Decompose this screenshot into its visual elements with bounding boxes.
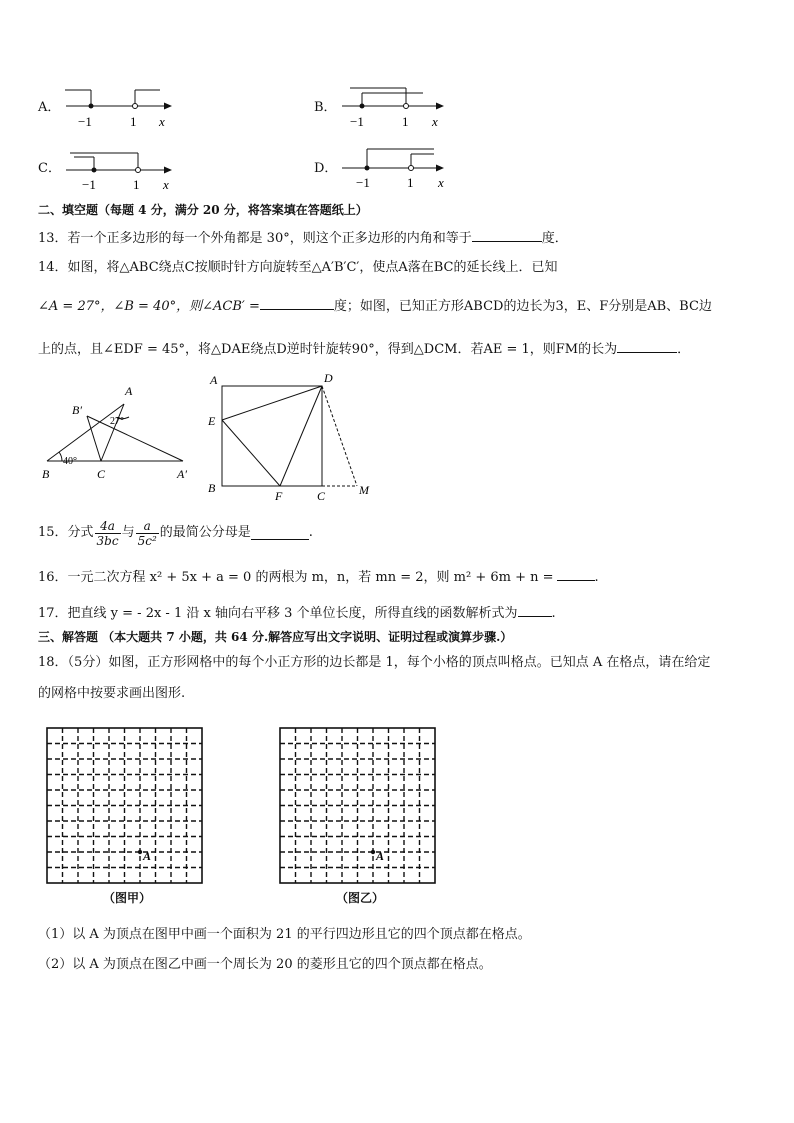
point-a <box>371 850 375 854</box>
q14-angles: ∠A = 27°，∠B = 40°，则∠ACB′ = <box>38 299 260 314</box>
label-angle-27: 27° <box>110 416 124 427</box>
q15-prefix: 15．分式 <box>38 525 94 540</box>
q15-end: . <box>308 525 313 540</box>
line-b-prime-a-prime <box>87 416 183 461</box>
q14-line3-end: ． <box>677 342 691 357</box>
q16-text: 16．一元二次方程 x² + 5x + a = 0 的两根为 m，n，若 mn = 2，则 m² + 6m + n = <box>38 570 554 585</box>
square-figure <box>205 370 385 502</box>
sq-label-d: D <box>324 371 333 385</box>
option-d-tick-neg1: −1 <box>356 175 370 190</box>
label-c: C <box>97 467 106 481</box>
q14-line2-rest: 度；如图，已知正方形ABCD的边长为3，E、F分别是AB、BC边 <box>333 299 712 314</box>
line-f-d <box>280 386 322 486</box>
q15-fraction-2 <box>136 519 159 548</box>
option-b-tick-1: 1 <box>402 114 409 129</box>
option-a-number-line <box>62 84 182 130</box>
option-b-axis-x: x <box>432 114 438 129</box>
triangle-rotation-figure <box>38 378 198 488</box>
q14-line1: 14．如图，将△ABC绕点C按顺时针方向旋转至△A′B′C′，使点A落在BC的延长线上．已知 <box>38 260 558 275</box>
q14-line3-text: 上的点，且∠EDF = 45°，将△DAE绕点D逆时针旋转90°，得到△DCM．若AE = 1，则FM的长为 <box>38 342 618 357</box>
option-c-number-line <box>62 146 182 192</box>
q15-answer-blank[interactable] <box>251 526 309 540</box>
sq-label-f: F <box>275 489 283 502</box>
option-b-tick-neg1: −1 <box>350 114 364 129</box>
q15-frac1-num: 4a <box>95 519 121 534</box>
line-e-d <box>222 386 322 420</box>
sq-label-c: C <box>317 489 326 502</box>
q14-line3 <box>38 339 690 359</box>
q15-frac1-den: 3bc <box>96 533 119 548</box>
q14-line2 <box>38 296 712 316</box>
section3-heading: 三、解答题 （本大题共 7 小题，共 64 分.解答应写出文字说明、证明过程或演算步骤.） <box>38 630 513 644</box>
q13-answer-blank[interactable] <box>472 228 542 242</box>
q17-end: . <box>551 606 556 621</box>
q15-fraction-1 <box>95 519 121 548</box>
q15-frac2-num: a <box>136 519 159 534</box>
q17-text: 17．把直线 y = - 2x - 1 沿 x 轴向右平移 3 个单位长度，所得直线的函数解析式为 <box>38 606 518 621</box>
q17 <box>38 603 556 623</box>
label-b: B <box>42 467 50 481</box>
sq-label-b: B <box>208 481 216 495</box>
q14-answer-blank-1[interactable] <box>260 296 334 310</box>
option-c-tick-1: 1 <box>133 177 140 192</box>
label-a-prime: A′ <box>177 467 187 481</box>
grid-jia[interactable] <box>45 726 205 886</box>
q13 <box>38 228 568 248</box>
option-b-number-line <box>338 84 458 130</box>
q16-answer-blank[interactable] <box>557 567 595 581</box>
line-d-m <box>322 386 357 486</box>
q15 <box>38 514 313 552</box>
point-a <box>138 850 142 854</box>
option-b-label: B． <box>314 100 337 115</box>
sq-label-m: M <box>359 483 369 497</box>
label-angle-40: 40° <box>63 456 77 467</box>
q16-end: . <box>594 570 599 585</box>
option-d-axis-x: x <box>438 175 444 190</box>
sq-label-e: E <box>208 414 216 428</box>
sub-question-1: （1）以 A 为顶点在图甲中画一个面积为 21 的平行四边形且它的四个顶点都在格点。 <box>38 927 531 942</box>
section2-heading: 二、填空题（每题 4 分，满分 20 分，将答案填在答题纸上） <box>38 203 368 217</box>
label-b-prime: B′ <box>72 403 82 417</box>
option-c-tick-neg1: −1 <box>82 177 96 192</box>
line-e-f <box>222 420 280 486</box>
q18-line2: 的网格中按要求画出图形. <box>38 686 186 701</box>
grid-jia-caption: （图甲） <box>103 891 152 905</box>
q13-text: 13．若一个正多边形的每一个外角都是 30°，则这个正多边形的内角和等于 <box>38 231 472 246</box>
option-a-tick-neg1: −1 <box>78 114 92 129</box>
option-a-label: A． <box>38 100 61 115</box>
q17-answer-blank[interactable] <box>518 603 552 617</box>
option-a-tick-1: 1 <box>130 114 137 129</box>
sq-label-a: A <box>210 373 218 387</box>
option-c-axis-x: x <box>163 177 169 192</box>
label-a: A <box>125 384 133 398</box>
option-c-label: C． <box>38 161 61 176</box>
sub-question-2: （2）以 A 为顶点在图乙中画一个周长为 20 的菱形且它的四个顶点都在格点。 <box>38 957 492 972</box>
option-d-tick-1: 1 <box>407 175 414 190</box>
q16 <box>38 567 599 587</box>
q15-suffix: 的最简公分母是 <box>159 525 251 540</box>
point-a-label: A <box>143 849 152 863</box>
point-a-label: A <box>376 849 385 863</box>
option-a-axis-x: x <box>159 114 165 129</box>
grid-yi-caption: （图乙） <box>336 891 385 905</box>
q15-frac2-den: 5c² <box>137 533 157 548</box>
q15-mid: 与 <box>121 525 135 540</box>
option-d-label: D． <box>314 161 338 176</box>
q18-line1: 18．（5分）如图，正方形网格中的每个小正方形的边长都是 1，每个小格的顶点叫格点。已知点 A 在格点，请在给定 <box>38 655 711 670</box>
grid-yi[interactable] <box>278 726 438 886</box>
q14-answer-blank-2[interactable] <box>617 339 677 353</box>
option-d-number-line <box>338 142 458 192</box>
q13-tail: 度． <box>541 231 568 246</box>
square-abcd <box>222 386 322 486</box>
